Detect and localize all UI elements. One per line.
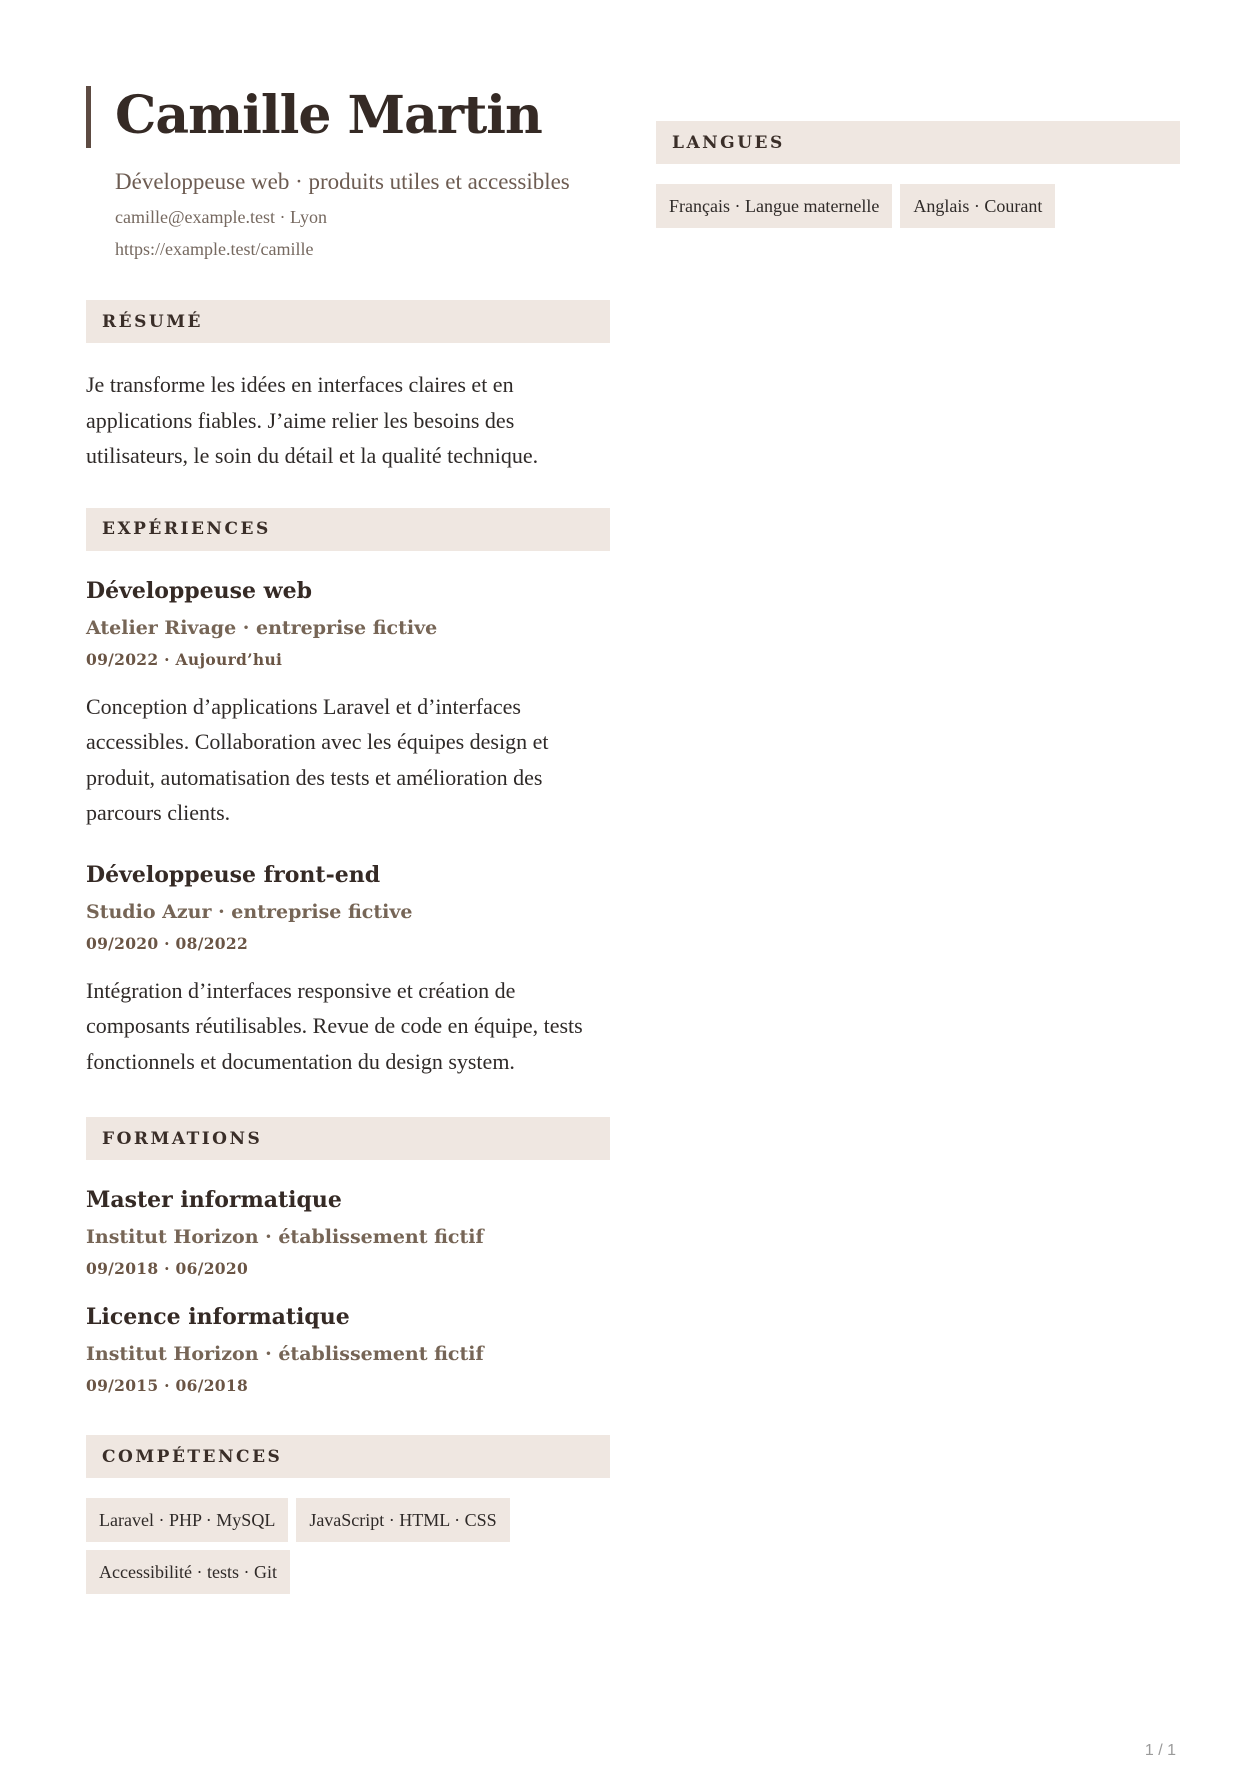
job-description: Intégration d’interfaces responsive et création de composants réutilisables. Revue de code en équipe, tests fonctionnels et documentation du design system. xyxy=(86,977,583,1074)
date-range: 09/2020 · 08/2022 xyxy=(86,933,249,953)
job-description: Conception d’applications Laravel et d’interfaces accessibles. Collaboration avec les équipes design et produit, automatisation des tests et amélioration des parcours clients. xyxy=(86,693,549,825)
accent-bar xyxy=(86,86,91,148)
language-tag: Anglais · Courant xyxy=(900,184,1055,228)
section-header-experience: EXPÉRIENCES xyxy=(86,508,610,551)
company: Atelier Rivage · entreprise fictive xyxy=(86,616,438,639)
languages-list xyxy=(656,184,1180,228)
company: Studio Azur · entreprise fictive xyxy=(86,900,413,923)
website-link[interactable]: https://example.test/camille xyxy=(115,239,314,259)
candidate-name: Camille Martin xyxy=(115,85,542,146)
skill-tag: Laravel · PHP · MySQL xyxy=(86,1498,288,1542)
experience-entry xyxy=(86,859,610,1080)
main-column xyxy=(86,84,610,1594)
date-range: 09/2022 · Aujourd’hui xyxy=(86,649,283,669)
education-entry xyxy=(86,1184,610,1281)
school: Institut Horizon · établissement fictif xyxy=(86,1343,484,1365)
date-range: 09/2018 · 06/2020 xyxy=(86,1259,249,1278)
section-header-skills: COMPÉTENCES xyxy=(86,1435,610,1478)
language-tag: Français · Langue maternelle xyxy=(656,184,892,228)
section-header-education: FORMATIONS xyxy=(86,1117,610,1160)
tagline: Développeuse web · produits utiles et accessibles xyxy=(115,169,570,194)
degree: Licence informatique xyxy=(86,1304,350,1330)
side-column xyxy=(656,121,1180,228)
job-title: Développeuse front-end xyxy=(86,861,381,888)
skills-list xyxy=(86,1498,546,1594)
job-title: Développeuse web xyxy=(86,577,313,604)
date-range: 09/2015 · 06/2018 xyxy=(86,1376,249,1395)
skill-tag: JavaScript · HTML · CSS xyxy=(296,1498,509,1542)
section-header-summary: RÉSUMÉ xyxy=(86,300,610,343)
page-number: 1 / 1 xyxy=(1144,1742,1176,1759)
header xyxy=(86,84,610,267)
school: Institut Horizon · établissement fictif xyxy=(86,1226,484,1248)
experience-entry xyxy=(86,575,610,831)
degree: Master informatique xyxy=(86,1187,342,1213)
summary-text: Je transforme les idées en interfaces claires et en applications fiables. J’aime relier les besoins des utilisateurs, le soin du détail et la qualité technique. xyxy=(86,372,539,468)
education-entry xyxy=(86,1301,610,1398)
contact-line: camille@example.test · Lyon xyxy=(115,207,328,227)
skill-tag: Accessibilité · tests · Git xyxy=(86,1550,290,1594)
section-header-languages: LANGUES xyxy=(656,121,1180,164)
